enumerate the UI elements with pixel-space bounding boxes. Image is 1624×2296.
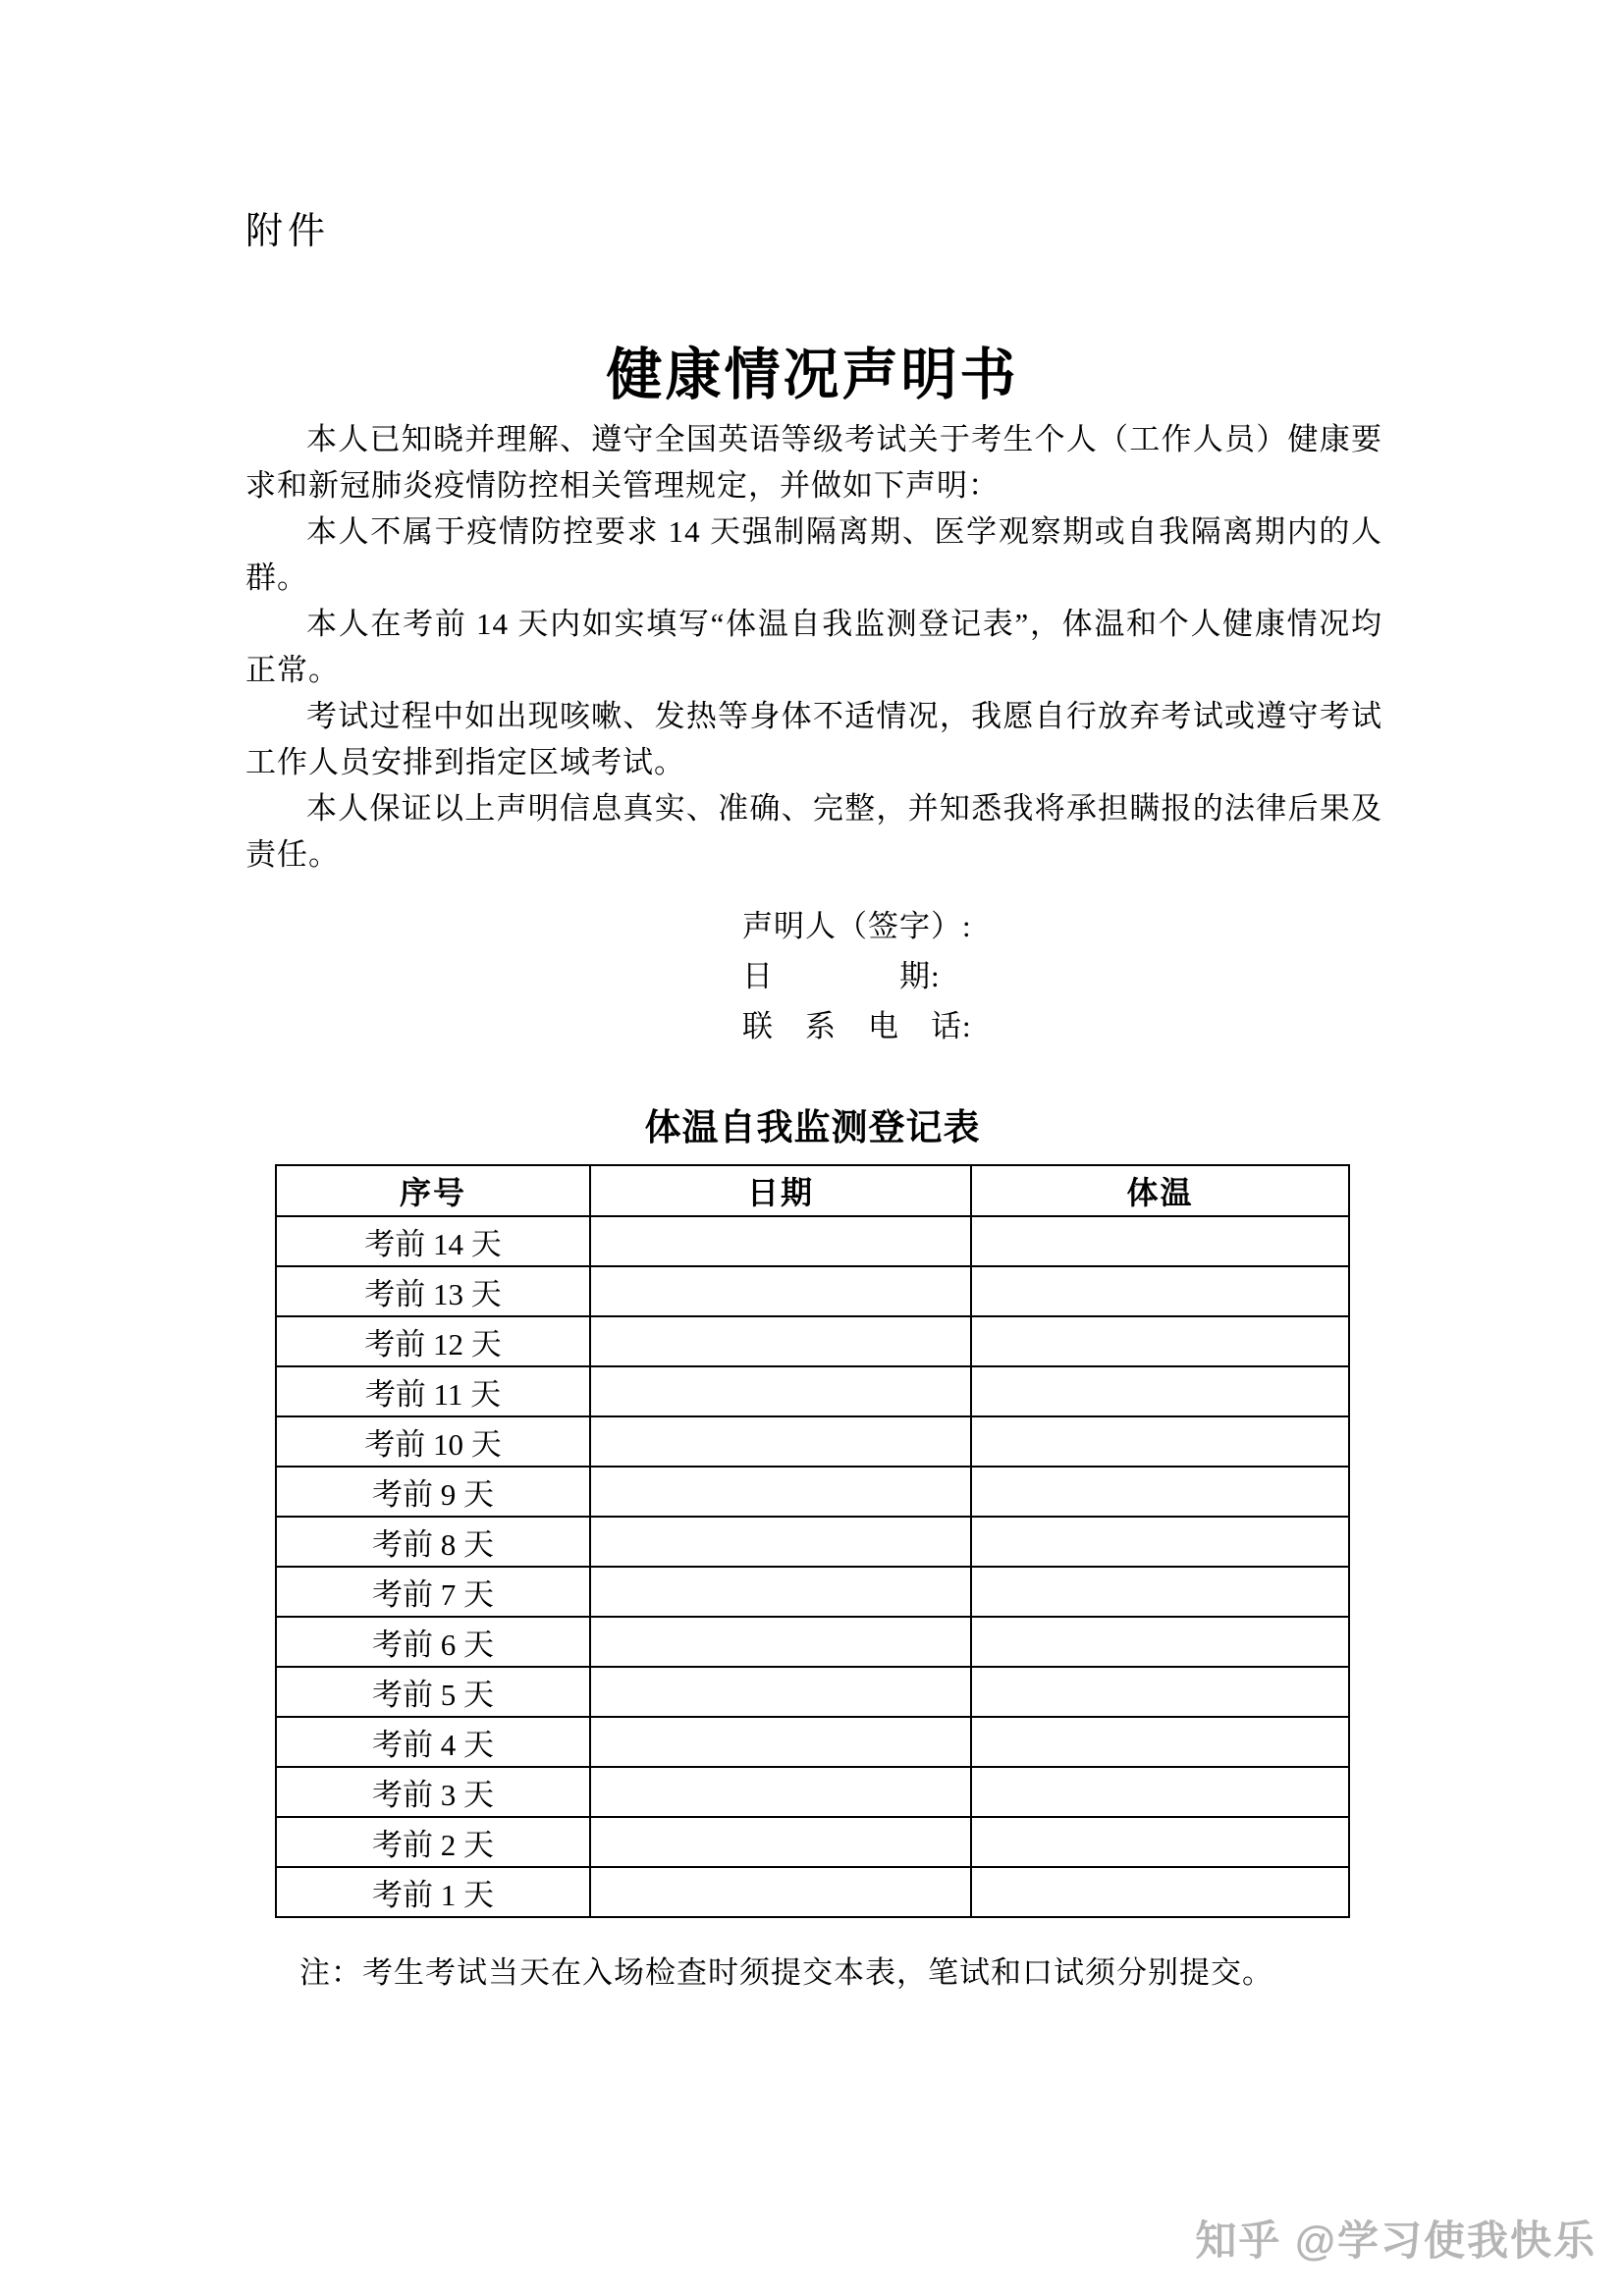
temperature-cell	[971, 1517, 1349, 1567]
date-cell	[590, 1517, 971, 1567]
table-row	[276, 1617, 1349, 1667]
temperature-cell	[971, 1617, 1349, 1667]
row-label: 考前 2 天	[276, 1817, 590, 1867]
table-row	[276, 1517, 1349, 1567]
signer-line: 声明人（签字）:	[742, 909, 972, 943]
row-label: 考前 5 天	[276, 1667, 590, 1717]
declaration-body	[245, 416, 1382, 878]
table-row	[276, 1216, 1349, 1266]
temperature-monitor-table	[275, 1164, 1350, 1918]
temperature-cell	[971, 1867, 1349, 1917]
row-label: 考前 10 天	[276, 1416, 590, 1467]
temperature-cell	[971, 1316, 1349, 1366]
column-header-temperature: 体温	[971, 1165, 1349, 1216]
declaration-paragraph: 本人已知晓并理解、遵守全国英语等级考试关于考生个人（工作人员）健康要求和新冠肺炎疫情防控相关管理规定，并做如下声明：	[245, 422, 1382, 503]
table-title: 体温自我监测登记表	[644, 1107, 981, 1148]
temperature-cell	[971, 1767, 1349, 1817]
temperature-cell	[971, 1366, 1349, 1416]
table-header-row	[276, 1165, 1349, 1216]
table-row	[276, 1567, 1349, 1617]
row-label: 考前 14 天	[276, 1216, 590, 1266]
row-label: 考前 6 天	[276, 1617, 590, 1667]
date-cell	[590, 1316, 971, 1366]
attachment-label: 附件	[245, 211, 331, 252]
table-row	[276, 1366, 1349, 1416]
declaration-paragraph: 考试过程中如出现咳嗽、发热等身体不适情况，我愿自行放弃考试或遵守考试工作人员安排到指定区域考试。	[245, 699, 1382, 779]
declaration-paragraph: 本人不属于疫情防控要求 14 天强制隔离期、医学观察期或自我隔离期内的人群。	[245, 514, 1382, 595]
temperature-cell	[971, 1717, 1349, 1767]
column-header-seq: 序号	[276, 1165, 590, 1216]
table-row	[276, 1817, 1349, 1867]
row-label: 考前 3 天	[276, 1767, 590, 1817]
date-cell	[590, 1817, 971, 1867]
date-line: 日 期:	[742, 959, 941, 993]
date-cell	[590, 1567, 971, 1617]
temperature-cell	[971, 1266, 1349, 1316]
table-row	[276, 1416, 1349, 1467]
temperature-cell	[971, 1817, 1349, 1867]
date-cell	[590, 1767, 971, 1817]
table-row	[276, 1667, 1349, 1717]
date-cell	[590, 1216, 971, 1266]
row-label: 考前 1 天	[276, 1867, 590, 1917]
row-label: 考前 13 天	[276, 1266, 590, 1316]
table-row	[276, 1316, 1349, 1366]
row-label: 考前 12 天	[276, 1316, 590, 1366]
footer-note: 注：考生考试当天在入场检查时须提交本表，笔试和口试须分别提交。	[299, 1955, 1273, 1990]
page-title: 健康情况声明书	[606, 344, 1019, 406]
date-cell	[590, 1266, 971, 1316]
watermark: 知乎 @学习使我快乐	[1195, 2217, 1597, 2264]
date-cell	[590, 1867, 971, 1917]
table-row	[276, 1266, 1349, 1316]
temperature-cell	[971, 1467, 1349, 1517]
row-label: 考前 4 天	[276, 1717, 590, 1767]
date-cell	[590, 1467, 971, 1517]
column-header-date: 日期	[590, 1165, 971, 1216]
phone-line: 联 系 电 话:	[742, 1009, 972, 1043]
declaration-paragraph: 本人保证以上声明信息真实、准确、完整，并知悉我将承担瞒报的法律后果及责任。	[245, 791, 1382, 872]
table-row	[276, 1767, 1349, 1817]
row-label: 考前 9 天	[276, 1467, 590, 1517]
table-row	[276, 1717, 1349, 1767]
temperature-cell	[971, 1216, 1349, 1266]
declaration-paragraph: 本人在考前 14 天内如实填写“体温自我监测登记表”，体温和个人健康情况均正常。	[245, 607, 1382, 687]
date-cell	[590, 1667, 971, 1717]
temperature-cell	[971, 1416, 1349, 1467]
date-cell	[590, 1617, 971, 1667]
date-cell	[590, 1366, 971, 1416]
date-cell	[590, 1717, 971, 1767]
row-label: 考前 11 天	[276, 1366, 590, 1416]
table-row	[276, 1867, 1349, 1917]
date-cell	[590, 1416, 971, 1467]
table-row	[276, 1467, 1349, 1517]
temperature-cell	[971, 1667, 1349, 1717]
temperature-cell	[971, 1567, 1349, 1617]
row-label: 考前 8 天	[276, 1517, 590, 1567]
row-label: 考前 7 天	[276, 1567, 590, 1617]
signature-block	[742, 901, 972, 1051]
